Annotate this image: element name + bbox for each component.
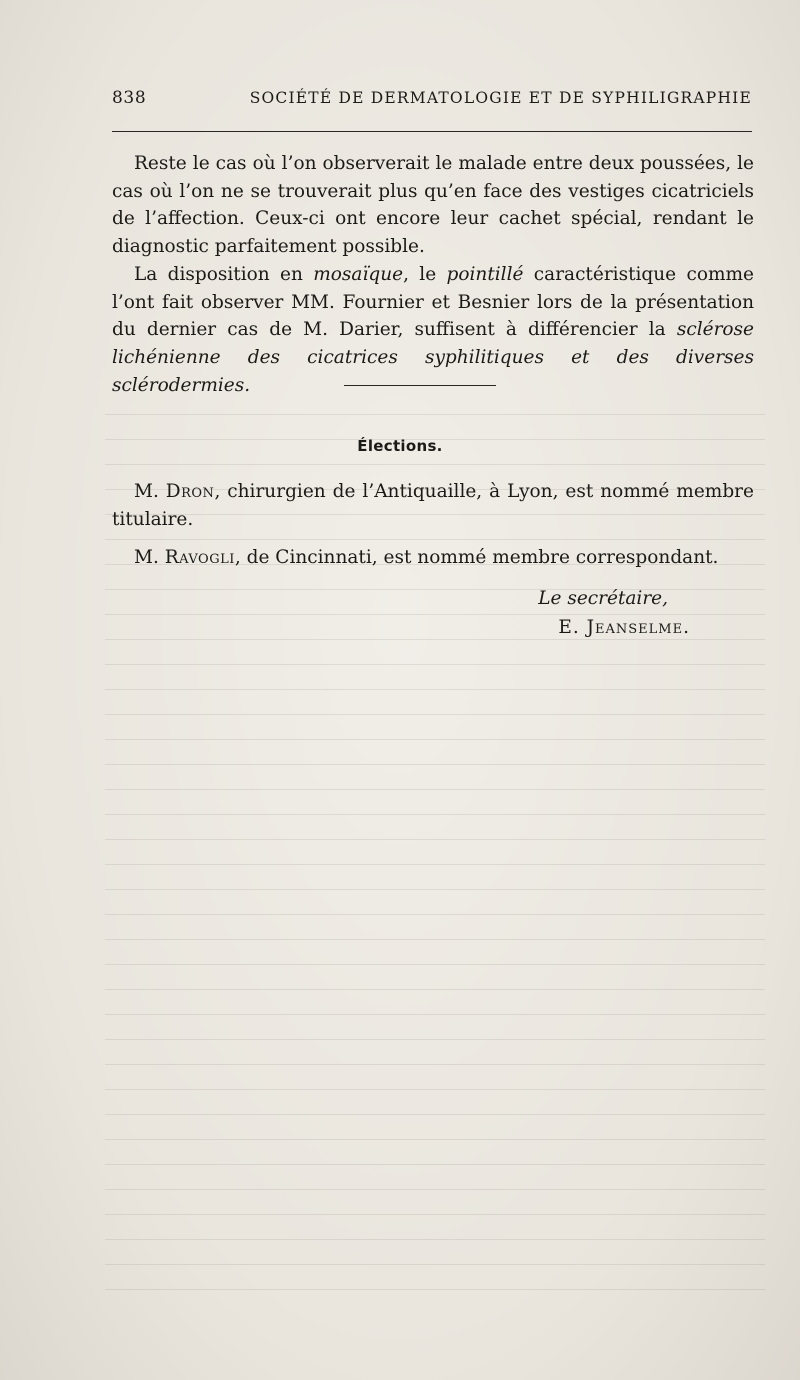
header-rule <box>112 131 752 132</box>
e1-rest: , chirurgien de l’Antiquaille, à Lyon, est nommé membre titulaire. <box>112 481 754 530</box>
section-separator <box>344 385 496 386</box>
signature-name: E. Jeanselme. <box>558 617 690 638</box>
p2-italic-mosaique: mosaïque <box>313 263 404 285</box>
e2-name: Ravogli <box>164 547 235 569</box>
section-heading: Élections. <box>357 437 443 455</box>
running-title: SOCIÉTÉ DE DERMATOLOGIE ET DE SYPHILIGRAPHIE <box>249 89 752 107</box>
p2-text-c: , le <box>403 263 447 285</box>
paragraph-1: Reste le cas où l’on observerait le malade entre deux poussées, le cas où l’on ne se trouverait plus qu’en face des vestiges cicatriciels de l’affection. Ceux-ci ont encore leur cachet spécial, rendant le diagnostic parfaitement possible. <box>112 153 754 258</box>
election-dron <box>112 478 754 533</box>
p2-italic-sclerose: sclérose lichénienne des cicatrices syphilitiques et des diverses sclérodermies. <box>112 319 754 396</box>
elections-block <box>112 478 754 583</box>
p2-italic-pointille: pointillé <box>446 263 524 285</box>
p2-text-e: caractéristique comme l’ont fait observer MM. Fournier et Besnier lors de la présentation du dernier cas de M. Darier, suffisent à différencier la <box>112 263 754 341</box>
e2-prefix: M. <box>134 547 165 569</box>
page-number: 838 <box>112 88 147 108</box>
election-ravogli <box>112 544 754 572</box>
body-text <box>112 150 754 399</box>
p2-text-a: La disposition en <box>134 263 314 285</box>
signature-role: Le secrétaire, <box>538 588 668 609</box>
e1-name: Dron <box>165 481 215 502</box>
running-header <box>112 88 752 108</box>
e2-rest: , de Cincinnati, est nommé membre correspondant. <box>234 547 719 569</box>
e1-prefix: M. <box>134 481 166 502</box>
paragraph-2 <box>112 261 754 400</box>
signature-block <box>538 584 690 642</box>
